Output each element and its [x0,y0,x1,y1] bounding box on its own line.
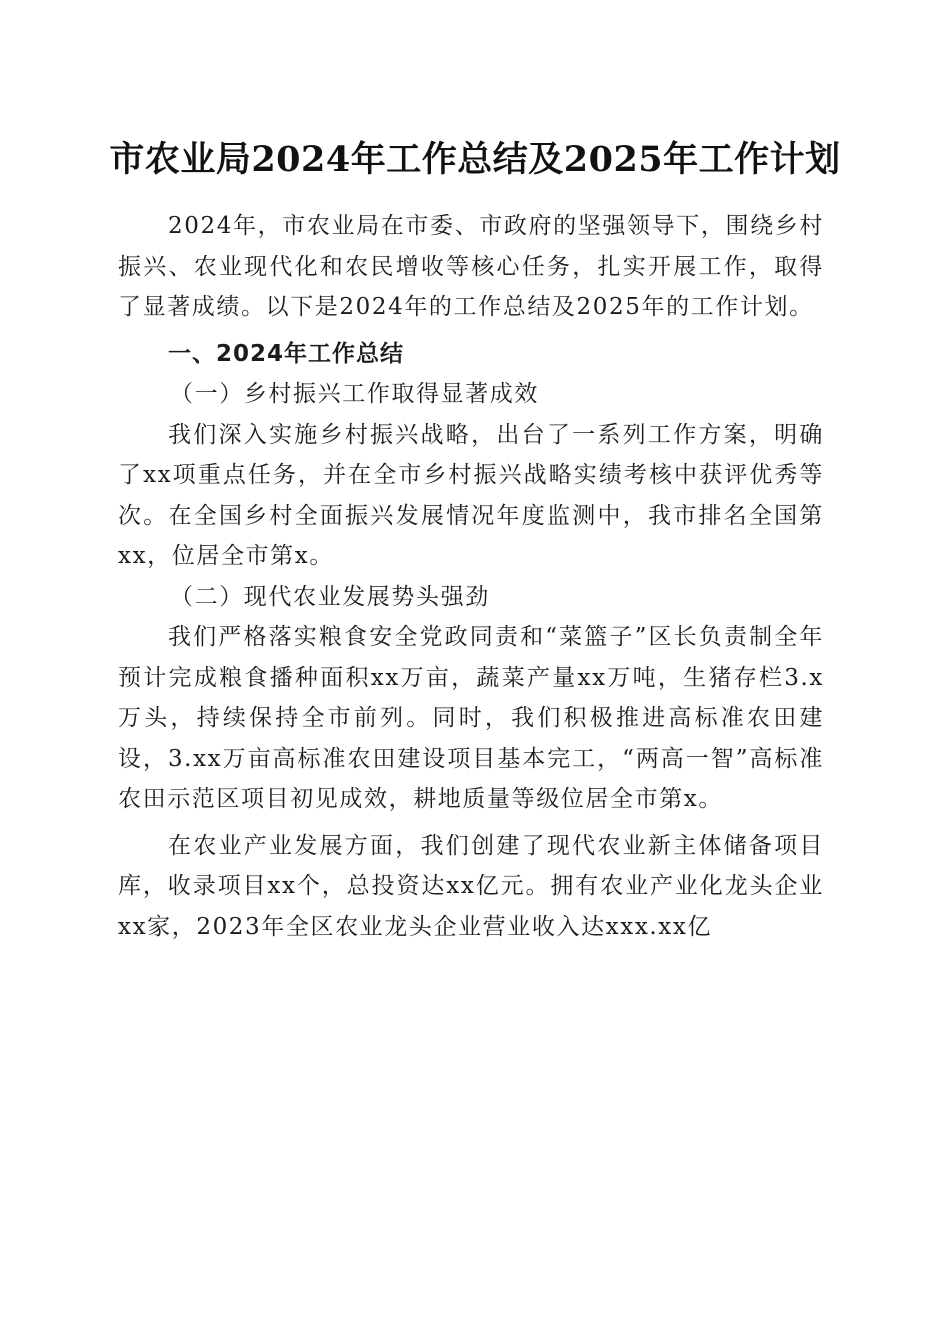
intro-paragraph: 2024年，市农业局在市委、市政府的坚强领导下，围绕乡村振兴、农业现代化和农民增收等核心任务，扎实开展工作，取得了显著成绩。以下是2024年的工作总结及2025年的工作计划。 [118,213,824,320]
agri-industry-paragraph: 在农业产业发展方面，我们创建了现代农业新主体储备项目库，收录项目xx个，总投资达xx亿元。拥有农业产业化龙头企业xx家，2023年全区农业龙头企业营业收入达xxx.xx亿 [118,832,824,940]
document-body [118,206,824,947]
document-title: 市农业局2024年工作总结及2025年工作计划 [109,139,841,180]
subsection-heading-rural-revitalization: （一）乡村振兴工作取得显著成效 [170,381,539,407]
rural-revitalization-paragraph: 我们深入实施乡村振兴战略，出台了一系列工作方案，明确了xx项重点任务，并在全市乡村振兴战略实绩考核中获评优秀等次。在全国乡村全面振兴发展情况年度监测中，我市排名全国第xx，位居全市第x。 [118,421,824,569]
modern-agriculture-paragraph: 我们严格落实粮食安全党政同责和“菜篮子”区长负责制全年预计完成粮食播种面积xx万亩，蔬菜产量xx万吨，生猪存栏3.x万头，持续保持全市前列。同时，我们积极推进高标准农田建设，3.xx万亩高标准农田建设项目基本完工，“两高一智”高标准农田示范区项目初见成效，耕地质量等级位居全市第x。 [118,624,824,812]
subsection-heading-modern-agriculture: （二）现代农业发展势头强劲 [170,583,490,610]
section-heading-summary: 一、2024年工作总结 [168,340,405,367]
